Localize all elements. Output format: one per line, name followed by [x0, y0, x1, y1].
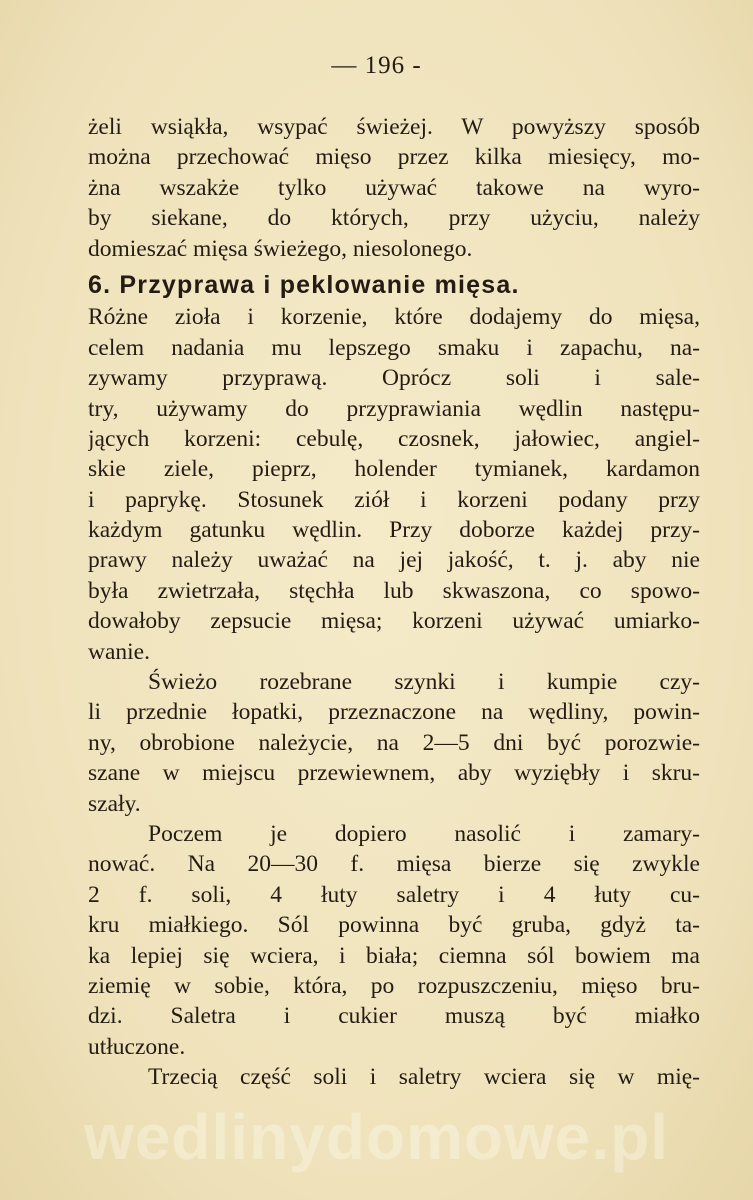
- text-line: ny, obrobione należycie, na 2—5 dni być porozwie-: [88, 729, 700, 756]
- text-line: Różne zioła i korzenie, które dodajemy do mięsa,: [88, 304, 700, 331]
- watermark: wedlinydomowe.pl: [84, 1101, 669, 1173]
- text-line: żna wszakże tylko używać takowe na wyro-: [88, 174, 700, 201]
- text-line: żeli wsiąkła, wsypać świeżej. W powyższy sposób: [88, 114, 700, 140]
- text-line: wanie.: [88, 638, 150, 665]
- text-line: i paprykę. Stosunek ziół i korzeni podany przy: [88, 486, 700, 513]
- text-line: dzi. Saletra i cukier muszą być miałko: [88, 1003, 700, 1030]
- text-line: kru miałkiego. Sól powinna być gruba, gdyż ta-: [88, 912, 700, 939]
- text-line: skie ziele, pieprz, holender tymianek, kardamon: [88, 456, 700, 483]
- text-line: try, używamy do przyprawiania wędlin następu-: [88, 395, 700, 422]
- text-line: zywamy przyprawą. Oprócz soli i sale-: [88, 365, 700, 392]
- page-number: — 196 -: [331, 52, 422, 79]
- text-line: ziemię w sobie, która, po rozpuszczeniu, mięso bru-: [88, 972, 700, 999]
- text-line: szane w miejscu przewiewnem, aby wyziębły i skru-: [88, 760, 700, 787]
- text-line: szały.: [88, 790, 141, 817]
- page-body: [88, 112, 700, 1093]
- text-line: by siekane, do których, przy użyciu, należy: [88, 205, 700, 232]
- text-line: utłuczone.: [88, 1033, 186, 1060]
- text-line: Trzecią część soli i saletry wciera się w mię-: [148, 1064, 700, 1091]
- text-line: Świeżo rozebrane szynki i kumpie czy-: [148, 669, 700, 696]
- text-line: li przednie łopatki, przeznaczone na wędliny, powin-: [88, 699, 700, 726]
- text-line: była zwietrzała, stęchła lub skwaszona, co spowo-: [88, 577, 700, 604]
- text-line: 2 f. soli, 4 łuty saletry i 4 łuty cu-: [88, 881, 700, 908]
- text-line: Poczem je dopiero nasolić i zamary-: [148, 820, 700, 847]
- section-heading: 6. Przyprawa i peklowanie mięsa.: [88, 270, 520, 299]
- text-line: celem nadania mu lepszego smaku i zapachu, na-: [88, 334, 700, 361]
- text-line: domieszać mięsa świeżego, niesolonego.: [88, 235, 473, 262]
- text-line: jących korzeni: cebulę, czosnek, jałowiec, angiel-: [88, 425, 700, 452]
- text-line: dowałoby zepsucie mięsa; korzeni używać umiarko-: [88, 608, 700, 635]
- text-line: prawy należy uważać na jej jakość, t. j. aby nie: [88, 547, 700, 574]
- text-line: każdym gatunku wędlin. Przy doborze każdej przy-: [88, 517, 700, 544]
- text-line: nować. Na 20—30 f. mięsa bierze się zwykle: [88, 851, 700, 878]
- text-line: można przechować mięso przez kilka miesięcy, mo-: [88, 144, 700, 171]
- text-line: ka lepiej się wciera, i biała; ciemna sól bowiem ma: [88, 942, 700, 969]
